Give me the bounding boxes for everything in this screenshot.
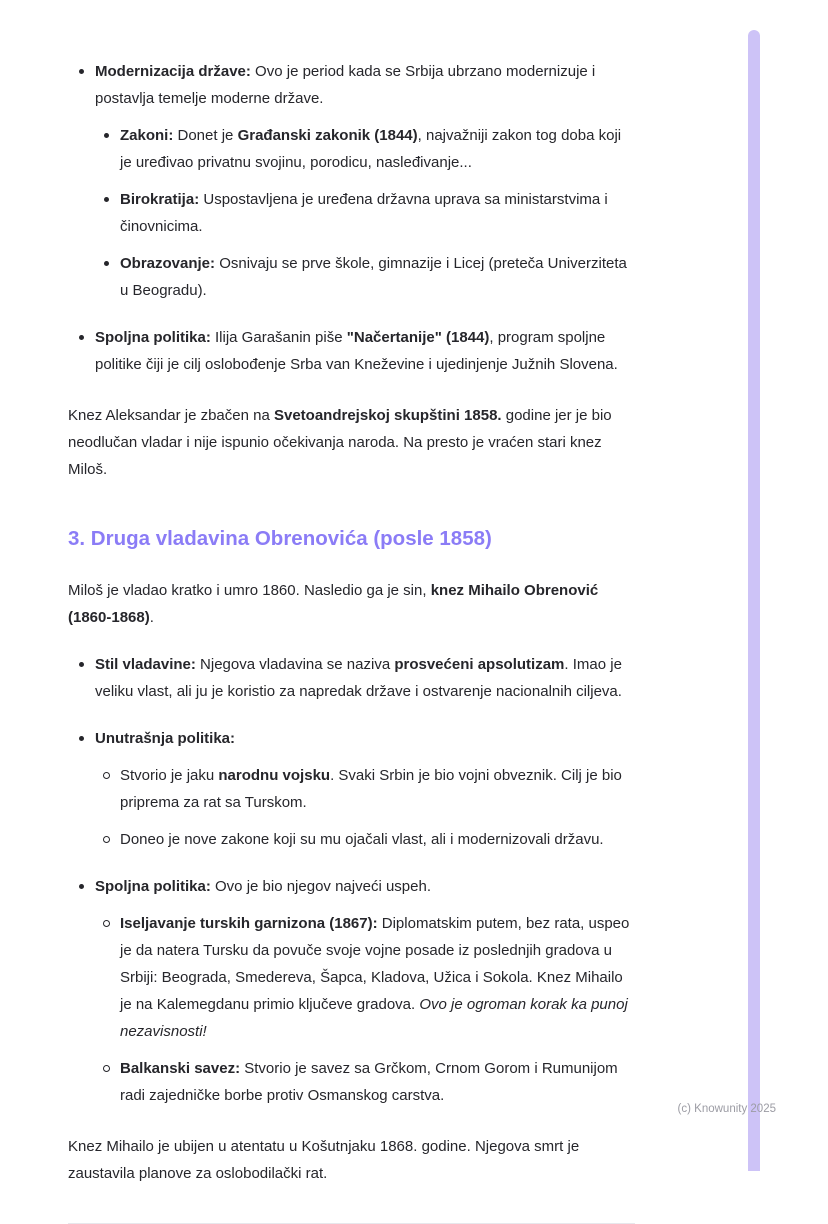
- text: Njegova vladavina se naziva: [195, 656, 395, 673]
- list-item-text: [120, 1055, 635, 1109]
- disc-bullet-icon: [93, 122, 120, 176]
- disc-bullet-icon: [68, 651, 95, 705]
- text: . Imao je veliku vlast, ali ju je koristio za napredak države i ostvarenje nacionalnih ciljeva.: [95, 656, 622, 700]
- list-item: [68, 651, 635, 705]
- disc-bullet-icon: [93, 250, 120, 304]
- disc-bullet-icon: [68, 324, 95, 378]
- list-item-text: [95, 651, 635, 705]
- text: Ovo je bio njegov najveći uspeh.: [210, 878, 431, 895]
- bold-text: narodnu vojsku: [218, 767, 331, 784]
- text: Stvorio je jaku: [120, 767, 219, 784]
- bold-text: Zakoni:: [120, 127, 174, 144]
- list-item-text: [95, 324, 635, 378]
- list-item: [68, 1055, 635, 1109]
- list-item-text: [120, 122, 635, 176]
- text: Miloš je vladao kratko i umro 1860. Nasledio ga je sin,: [68, 582, 431, 599]
- bold-text: Modernizacija države:: [95, 63, 251, 80]
- paragraph: [68, 402, 635, 483]
- bold-text: Obrazovanje:: [120, 255, 216, 272]
- text: Ovo je period kada se Srbija ubrzano modernizuje i postavlja temelje moderne države.: [95, 63, 596, 107]
- bold-text: Spoljna politika:: [95, 878, 211, 895]
- circle-bullet-icon: [93, 762, 120, 816]
- list-item: [68, 873, 635, 900]
- bold-text: prosvećeni apsolutizam: [394, 656, 565, 673]
- text: Diplomatskim putem, bez rata, uspeo je da natera Tursku da povuče svoje vojne posade iz poslednjih gradova u Srbiji: Beograda, Smedereva, Šapca, Kladova, Užica i Sokola. Knez Mihailo je na Kalemegdanu primio ključeve gradova.: [120, 915, 630, 1013]
- text: , najvažniji zakon tog doba koji je uređivao privatnu svojinu, porodicu, nasleđivanje...: [120, 127, 622, 171]
- section-heading: 3. Druga vladavina Obrenovića (posle 1858): [68, 527, 492, 550]
- text: , program spoljne politike čiji je cilj oslobođenje Srba van Kneževine i ujedinjenje Južnih Slovena.: [95, 329, 618, 373]
- text: Uspostavljena je uređena državna uprava sa ministarstvima i činovnicima.: [120, 191, 608, 235]
- disc-bullet-icon: [93, 186, 120, 240]
- italic-text: Ovo je ogroman korak ka punoj nezavisnosti!: [120, 996, 628, 1040]
- text: . Svaki Srbin je bio vojni obveznik. Cilj je bio priprema za rat sa Turskom.: [120, 767, 622, 811]
- list-item-text: [120, 910, 635, 1045]
- bold-text: Birokratija:: [120, 191, 200, 208]
- text: Ilija Garašanin piše: [210, 329, 347, 346]
- list-item: [68, 910, 635, 1045]
- text: Knez Mihailo je ubijen u atentatu u Košutnjaku 1868. godine. Njegova smrt je zaustavila planove za oslobodilački rat.: [68, 1138, 580, 1182]
- footer-copyright: (c) Knowunity 2025: [677, 1103, 776, 1115]
- text: .: [149, 609, 154, 626]
- bold-text: "Načertanije" (1844): [346, 329, 490, 346]
- document-content: [68, 38, 635, 1224]
- list-item: [68, 122, 635, 176]
- text: Knez Aleksandar je zbačen na: [68, 407, 274, 424]
- disc-bullet-icon: [68, 725, 95, 752]
- list-item-text: [95, 873, 635, 900]
- bold-text: Stil vladavine:: [95, 656, 196, 673]
- bold-text: Građanski zakonik (1844): [237, 127, 418, 144]
- list-item-text: [95, 725, 635, 752]
- list-item-text: [120, 250, 635, 304]
- list-item: [68, 58, 635, 112]
- text: Donet je: [173, 127, 238, 144]
- bold-text: Iseljavanje turskih garnizona (1867):: [120, 915, 378, 932]
- text: Doneo je nove zakone koji su mu ojačali vlast, ali i modernizovali državu.: [120, 831, 604, 848]
- list-item: [68, 324, 635, 378]
- list-item-text: [120, 186, 635, 240]
- bold-text: Unutrašnja politika:: [95, 730, 236, 747]
- list-item: [68, 250, 635, 304]
- list-item-text: [120, 826, 635, 853]
- list-item: [68, 826, 635, 853]
- paragraph: [68, 577, 635, 631]
- list-item: [68, 762, 635, 816]
- bold-text: Spoljna politika:: [95, 329, 211, 346]
- disc-bullet-icon: [68, 873, 95, 900]
- disc-bullet-icon: [68, 58, 95, 112]
- text: Osnivaju se prve škole, gimnazije i Licej (preteča Univerziteta u Beogradu).: [120, 255, 627, 299]
- list-item: [68, 186, 635, 240]
- paragraph: [68, 1133, 635, 1187]
- text: Stvorio je savez sa Grčkom, Crnom Gorom i Rumunijom radi zajedničke borbe protiv Osmanskog carstva.: [120, 1060, 618, 1104]
- circle-bullet-icon: [93, 910, 120, 1045]
- bold-text: knez Mihailo Obrenović (1860-1868): [68, 582, 599, 626]
- list-item-text: [120, 762, 635, 816]
- bold-text: Svetoandrejskoj skupštini 1858.: [273, 407, 502, 424]
- text: godine jer je bio neodlučan vladar i nije ispunio očekivanja naroda. Na presto je vraćen stari knez Miloš.: [68, 407, 612, 478]
- bold-text: Balkanski savez:: [120, 1060, 241, 1077]
- circle-bullet-icon: [93, 1055, 120, 1109]
- list-item: [68, 725, 635, 752]
- list-item-text: [95, 58, 635, 112]
- circle-bullet-icon: [93, 826, 120, 853]
- scrollbar[interactable]: [748, 30, 760, 1171]
